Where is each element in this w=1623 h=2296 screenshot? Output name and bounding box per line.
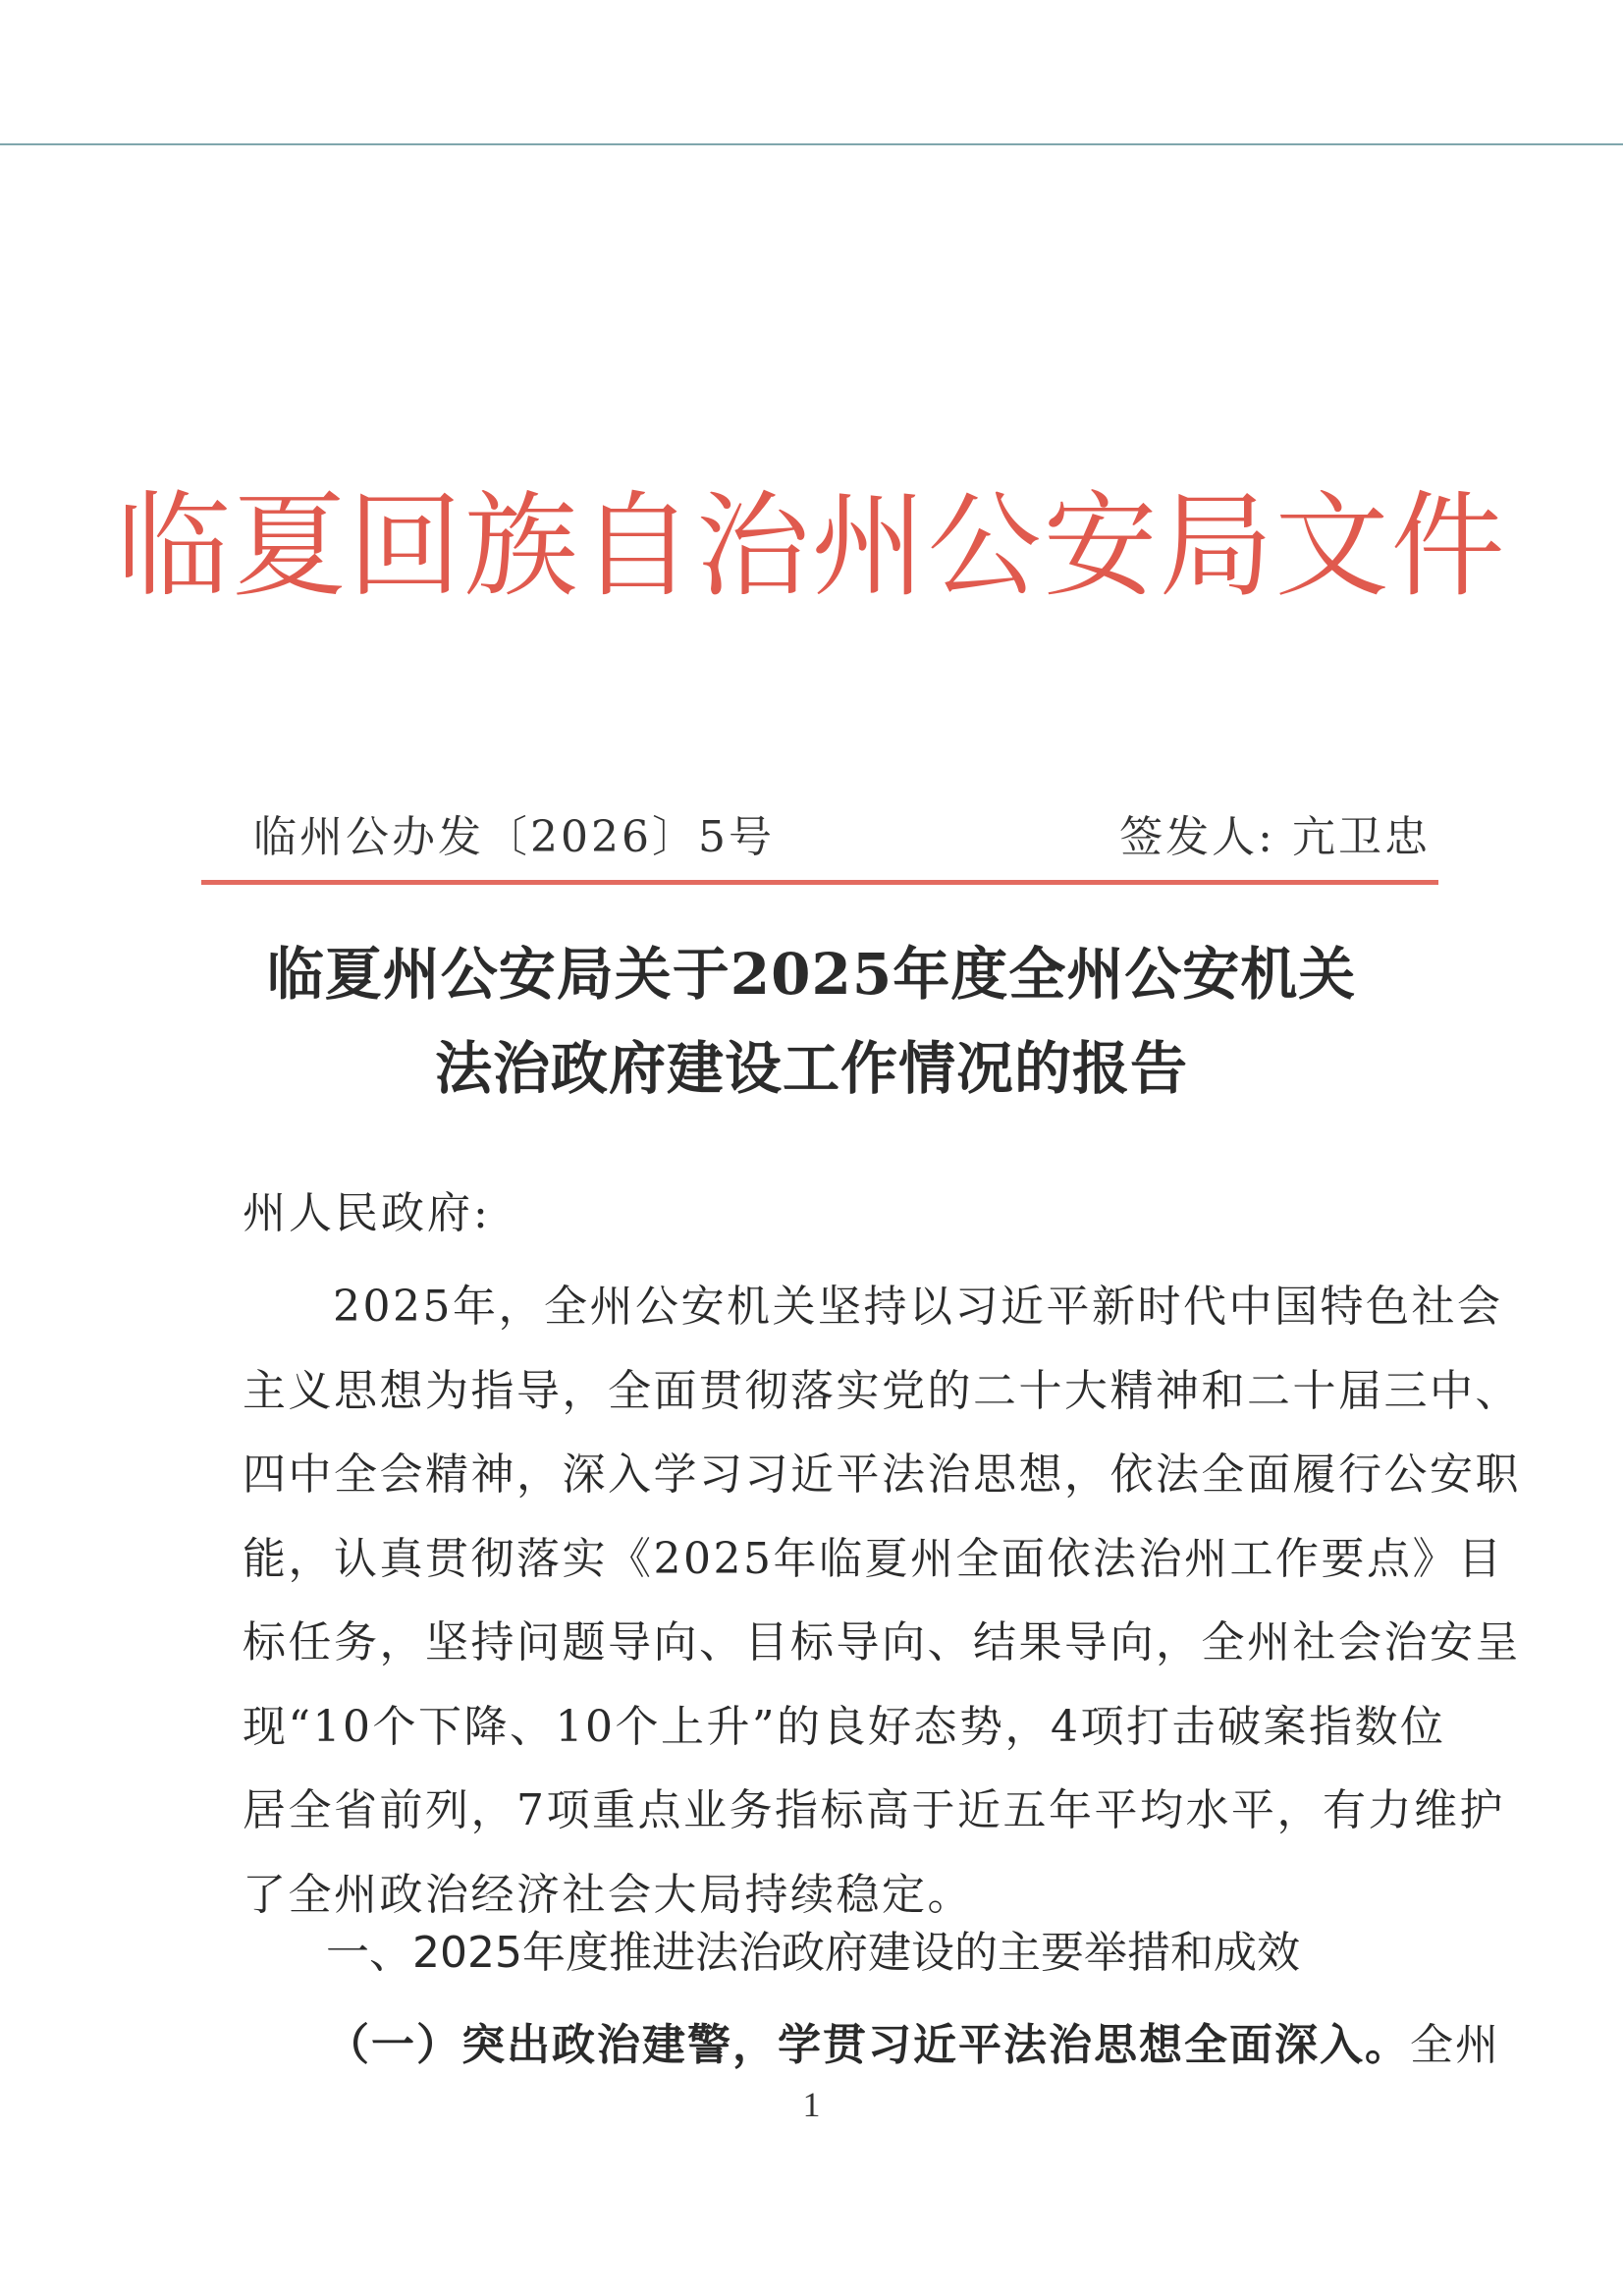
paragraph-line: 了全州政治经济社会大局持续稳定。 <box>243 1869 973 1920</box>
paragraph-line: 主义思想为指导，全面贯彻落实党的二十大精神和二十届三中、 <box>243 1365 1521 1416</box>
paragraph-line: 居全省前列，7项重点业务指标高于近五年平均水平，有力维护 <box>243 1785 1505 1835</box>
paragraph-line: 现“10个下降、10个上升”的良好态势，4项打击破案指数位 <box>243 1701 1446 1752</box>
body-paragraph <box>243 1265 1521 1937</box>
page-number: 1 <box>802 2085 821 2124</box>
subsection-heading-bold: （一）突出政治建警，学贯习近平法治思想全面深入。 <box>326 2020 1410 2070</box>
paragraph-line: 四中全会精神，深入学习习近平法治思想，依法全面履行公安职 <box>243 1449 1521 1500</box>
paragraph-line: 能，认真贯彻落实《2025年临夏州全面依法治州工作要点》目 <box>243 1533 1504 1584</box>
masthead: 临夏回族自治州公安局文件 <box>116 480 1507 613</box>
salutation: 州人民政府: <box>243 1188 491 1238</box>
red-divider <box>201 880 1438 885</box>
section-heading: 一、2025年度推进法治政府建设的主要举措和成效 <box>326 1928 1300 1978</box>
title-line-1: 临夏州公安局关于2025年度全州公安机关 <box>266 941 1357 1008</box>
subsection-heading <box>326 2011 1500 2080</box>
signer: 签发人: 亢卫忠 <box>1119 812 1431 862</box>
document-title <box>0 927 1623 1116</box>
subsection-heading-rest: 全州 <box>1410 2020 1500 2070</box>
document-number: 临州公办发〔2026〕5号 <box>253 812 775 862</box>
paragraph-line: 标任务，坚持问题导向、目标导向、结果导向，全州社会治安呈 <box>243 1617 1521 1667</box>
top-rule <box>0 143 1623 145</box>
paragraph-line: 2025年，全州公安机关坚持以习近平新时代中国特色社会 <box>333 1282 1503 1332</box>
title-line-2: 法治政府建设工作情况的报告 <box>434 1035 1188 1102</box>
